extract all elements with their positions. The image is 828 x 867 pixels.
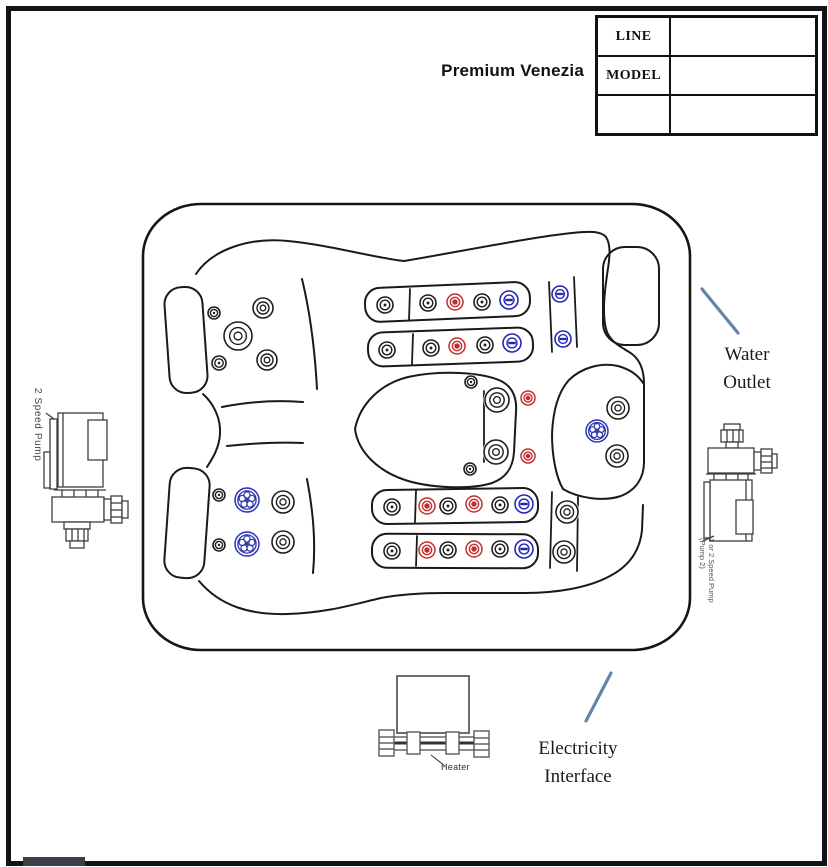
jet-blue [552,286,568,302]
jet-red [521,391,535,405]
jet-black [384,499,400,515]
jet-black [477,337,493,353]
jet-black [492,541,508,557]
jet-blue [555,331,571,347]
jet-black [465,376,477,388]
jet-red [449,338,465,354]
pump-left-drawing [44,413,128,548]
pump-right-label [698,538,716,603]
jet-red [466,496,482,512]
title-block-table [595,15,818,136]
jet-cluster [586,420,608,442]
scrollbar-artifact [23,857,85,866]
jet-black [423,340,439,356]
heater-label: Heater [441,762,470,772]
page-title: Premium Venezia [441,61,584,80]
jet-blue [503,334,521,352]
jet-cluster [235,488,259,512]
jet-black [556,501,578,523]
model-value-cell [670,56,816,95]
jet-black [492,497,508,513]
jet-black [213,489,225,501]
jet-black [440,542,456,558]
jet-black [440,498,456,514]
jet-black [384,543,400,559]
jet-black [484,440,508,464]
empty-value-cell [670,95,816,135]
jet-red [521,449,535,463]
jet-black [464,463,476,475]
line-value-cell [670,17,816,57]
jets-layer [208,286,629,563]
jet-black [253,298,273,318]
jet-black [208,307,220,319]
heater-drawing [379,676,489,766]
jet-black [474,294,490,310]
pump-right-label-line2: (Pump 2) [698,538,707,569]
jet-black [272,531,294,553]
headrest-bottom-left [163,467,211,580]
jet-strip-panels [364,277,578,571]
tub-seat-contours [163,232,659,614]
electricity-interface-label: Electricity Interface [538,738,618,787]
headrest-top-left [163,286,208,394]
jet-black [379,342,395,358]
water-outlet-pocket [603,247,659,345]
jet-black [606,445,628,467]
line-label-cell: LINE [597,17,671,57]
jet-black [224,322,252,350]
water-outlet-label: Water Outlet [723,344,771,393]
jet-red [447,294,463,310]
electricity-pointer-line [586,673,611,721]
water-outlet-pointer-line [702,289,738,333]
jet-black [257,350,277,370]
jet-blue [515,540,533,558]
jet-black [377,297,393,313]
jet-red [419,498,435,514]
jet-black [553,541,575,563]
empty-label-cell [597,95,671,135]
jet-black [485,388,509,412]
jet-black [212,356,226,370]
jet-cluster [235,532,259,556]
jet-red [466,541,482,557]
model-label-cell: MODEL [597,56,671,95]
jet-blue [500,291,518,309]
jet-black [272,491,294,513]
jet-red [419,542,435,558]
jet-black [213,539,225,551]
pump-right-drawing [703,424,777,541]
jet-black [607,397,629,419]
jet-blue [515,495,533,513]
pump-right-label-line1: 1 or 2 Speed Pump [707,538,716,603]
pump-left-label: 2 Speed Pump [32,388,43,462]
jet-black [420,295,436,311]
